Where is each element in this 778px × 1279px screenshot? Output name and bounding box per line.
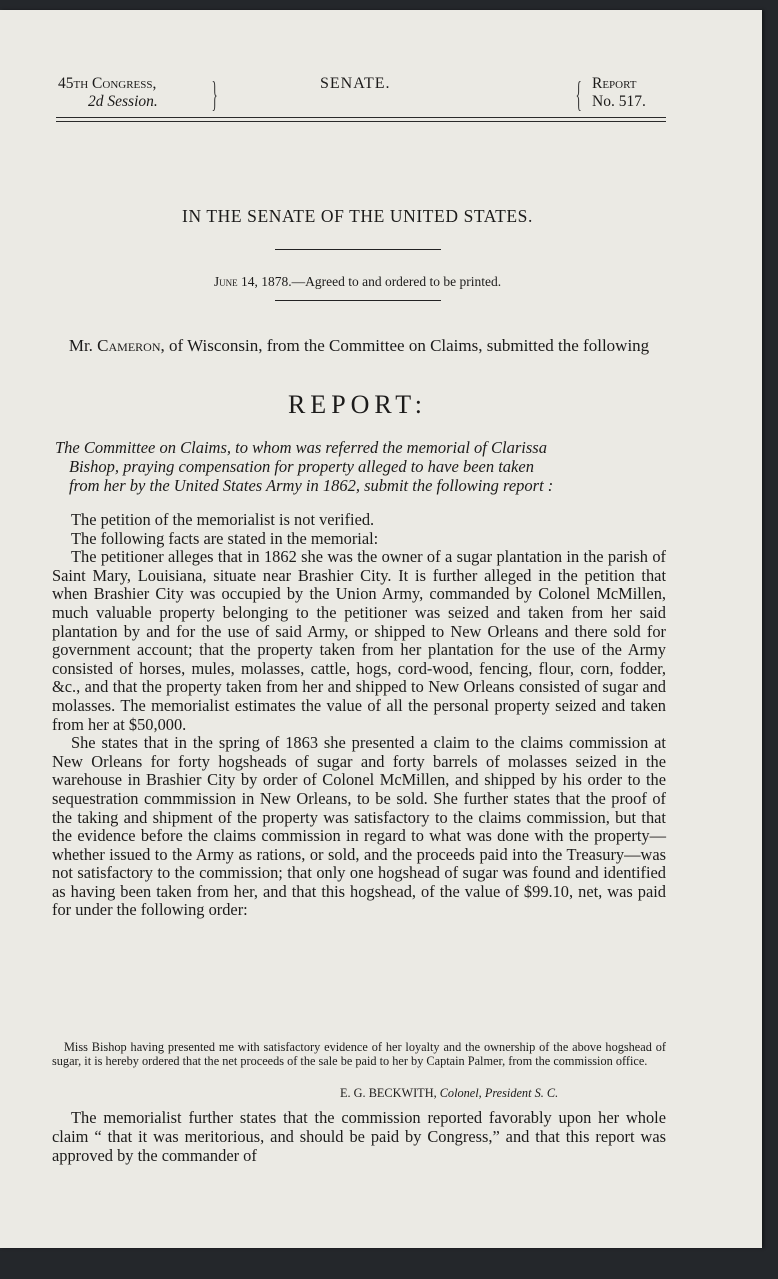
session-label: 2d Session. <box>88 93 158 110</box>
paragraph-5: The memorialist further states that the commission reported favorably upon her whole claim “ that it was meritorious, and should be paid by Congress,” and that this report was approved by the commander of <box>52 1108 666 1165</box>
divider-top <box>275 249 441 250</box>
summary-line-3: from her by the United States Army in 1862, submit the following report : <box>69 476 554 495</box>
left-brace-icon: { <box>575 74 582 114</box>
order-signature <box>340 1086 558 1101</box>
paragraph-2: The following facts are stated in the memorial: <box>71 528 379 548</box>
signature-name: E. G. BECKWITH, <box>340 1086 437 1100</box>
summary-line-1: The Committee on Claims, to whom was referred the memorial of Clarissa <box>55 438 547 457</box>
report-date: June 14, 1878. <box>213 274 292 289</box>
congress-label: 45th Congress, <box>58 75 157 92</box>
paragraph-4: She states that in the spring of 1863 she presented a claim to the claims commission at New Orleans for forty hogsheads of sugar and forty barrels of molasses seized in the warehouse in Brashier City by order of Colonel McMillen, and shipped by his order to the sequestration commmission in New Orleans, to be sold. She further states that the proof of the taking and shipment of the property was satisfactory to the claims commission, but that the evidence before the claims commission in regard to what was done with the property—whether issued to the Army as rations, or sold, and the proceeds paid into the Treasury—was not satisfactory to the commission; that only one hogshead of sugar was found and identified as having been taken from her, and that this hogshead, of the value of $99.10, net, was paid for under the following order: <box>52 733 666 920</box>
header-rule-top <box>56 117 666 118</box>
signature-title: Colonel, President S. C. <box>439 1086 559 1100</box>
divider-bottom <box>275 300 441 301</box>
summary-line-2: Bishop, praying compensation for property alleged to have been taken <box>69 457 534 476</box>
report-body-continued <box>52 1109 666 1165</box>
right-brace-icon: } <box>211 74 218 114</box>
chamber-label: SENATE. <box>320 75 391 92</box>
report-body <box>52 511 666 920</box>
paragraph-1: The petition of the memorialist is not verified. <box>71 510 375 529</box>
date-line-text: —Agreed to and ordered to be printed. <box>291 274 502 289</box>
report-summary <box>55 438 666 495</box>
date-line <box>0 274 715 290</box>
report-number-header <box>592 75 646 111</box>
senator-name: Cameron <box>97 336 161 355</box>
report-number: No. 517. <box>592 93 646 110</box>
intro-prefix: Mr. <box>68 336 93 355</box>
header-rule-bottom <box>56 121 666 122</box>
report-label: Report <box>592 75 637 92</box>
congress-header <box>58 75 158 111</box>
order-quote <box>52 1041 666 1068</box>
order-text: Miss Bishop having presented me with satisfactory evidence of her loyalty and the ownership of the above hogshead of sugar, it is hereby ordered that the net proceeds of the sale be paid to her by Captain Palmer, from the commission office. <box>52 1040 666 1068</box>
senate-title: IN THE SENATE OF THE UNITED STATES. <box>182 206 533 226</box>
paragraph-3: The petitioner alleges that in 1862 she was the owner of a sugar plantation in the parish of Saint Mary, Louisiana, situate near Brashier City. It is further alleged in the petition that when Brashier City was occupied by the Union Army, commanded by Colonel McMillen, much valuable property belonging to the petitioner was seized and taken from her said plantation by and for the use of said Army, or shipped to New Orleans and there sold for government account; that the property taken from her plantation for the use of the Army consisted of horses, mules, molasses, cattle, hogs, cord-wood, fencing, flour, corn, fodder, &c., and that the property taken from her and shipped to New Orleans consisted of sugar and molasses. The memorialist estimates the value of all the personal property seized and taken from her at $50,000. <box>52 547 666 734</box>
intro-text: , of Wisconsin, from the Committee on Claims, submitted the following <box>160 336 650 355</box>
report-heading: REPORT: <box>287 390 428 419</box>
intro-paragraph <box>52 336 666 355</box>
document-page <box>0 10 762 1248</box>
